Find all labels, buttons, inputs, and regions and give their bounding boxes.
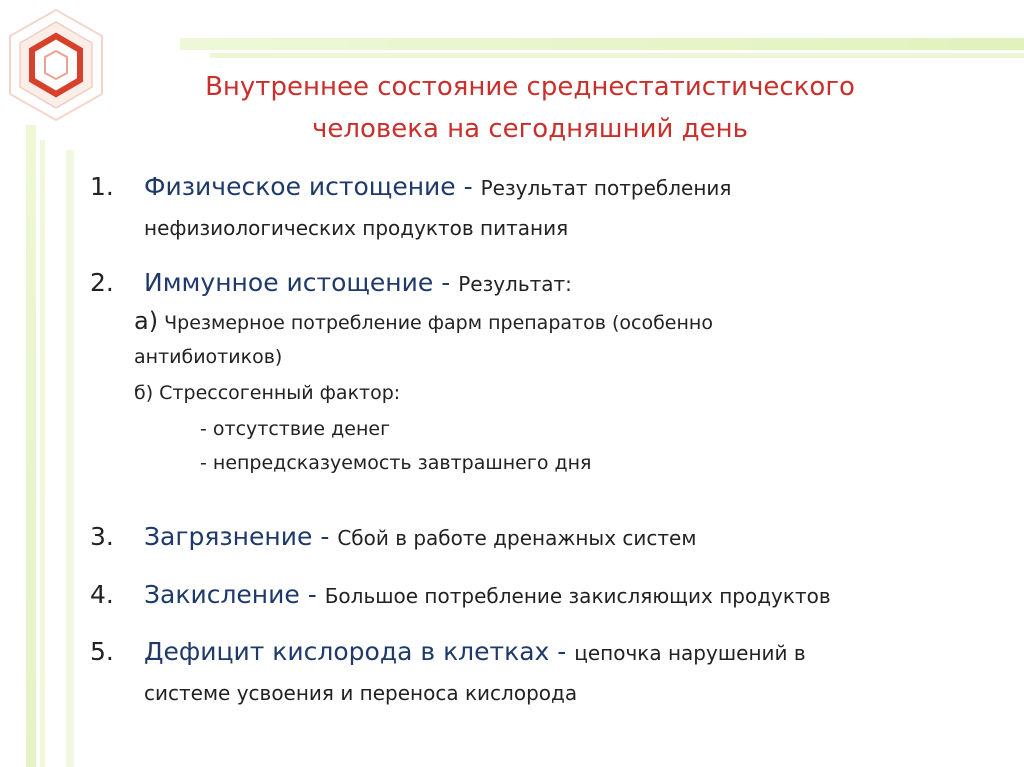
decor-stripe-top	[180, 38, 1024, 50]
item-first-line	[144, 522, 696, 551]
sub-point-a-letter: а)	[134, 307, 159, 335]
sub-point-b: б) Стрессогенный фактор:	[134, 382, 401, 404]
item-heading: Дефицит кислорода в клетках	[144, 637, 550, 666]
item-number: 5.	[90, 637, 114, 666]
item-description: Результат потребления	[480, 176, 732, 200]
decor-stripe-left-inner	[66, 150, 74, 767]
item-description-cont: системе усвоения и переноса кислорода	[144, 681, 578, 705]
item-separator: -	[433, 268, 459, 297]
title-line-1: Внутреннее состояние среднестатистического	[205, 72, 855, 102]
item-heading: Иммунное истощение	[144, 268, 434, 297]
item-description: Большое потребление закисляющих продуктов	[324, 584, 831, 608]
item-number: 1.	[90, 172, 114, 201]
item-description: цепочка нарушений в	[574, 641, 806, 665]
item-first-line	[144, 172, 731, 201]
item-number: 3.	[90, 522, 114, 551]
item-description-cont: нефизиологических продуктов питания	[144, 216, 569, 240]
item-separator: -	[549, 637, 575, 666]
decor-stripe-top-thin	[210, 53, 1024, 58]
item-heading: Загрязнение	[144, 522, 313, 551]
decor-stripe-left-thin	[40, 140, 45, 767]
sub-point-a-text: Чрезмерное потребление фарм препаратов (особенно	[158, 312, 713, 334]
sub-point-b-bullet-2: - непредсказуемость завтрашнего дня	[200, 452, 592, 474]
item-separator: -	[455, 172, 481, 201]
sub-point-b-bullet-1: - отсутствие денег	[200, 418, 391, 440]
sub-point-a	[134, 307, 713, 335]
item-first-line	[144, 580, 831, 609]
item-separator: -	[312, 522, 338, 551]
item-heading: Физическое истощение	[144, 172, 456, 201]
title-line-2: человека на сегодняшний день	[312, 114, 748, 144]
sub-point-a-cont: антибиотиков)	[134, 346, 283, 368]
decor-stripe-left	[26, 125, 36, 767]
hexagon-logo-icon	[4, 6, 108, 124]
item-number: 2.	[90, 268, 114, 297]
item-heading: Закисление	[144, 580, 300, 609]
item-first-line	[144, 637, 806, 666]
slide-title	[110, 66, 950, 150]
item-separator: -	[299, 580, 325, 609]
item-description: Сбой в работе дренажных систем	[337, 526, 697, 550]
item-first-line	[144, 268, 572, 297]
item-number: 4.	[90, 580, 114, 609]
item-description: Результат:	[458, 272, 572, 296]
